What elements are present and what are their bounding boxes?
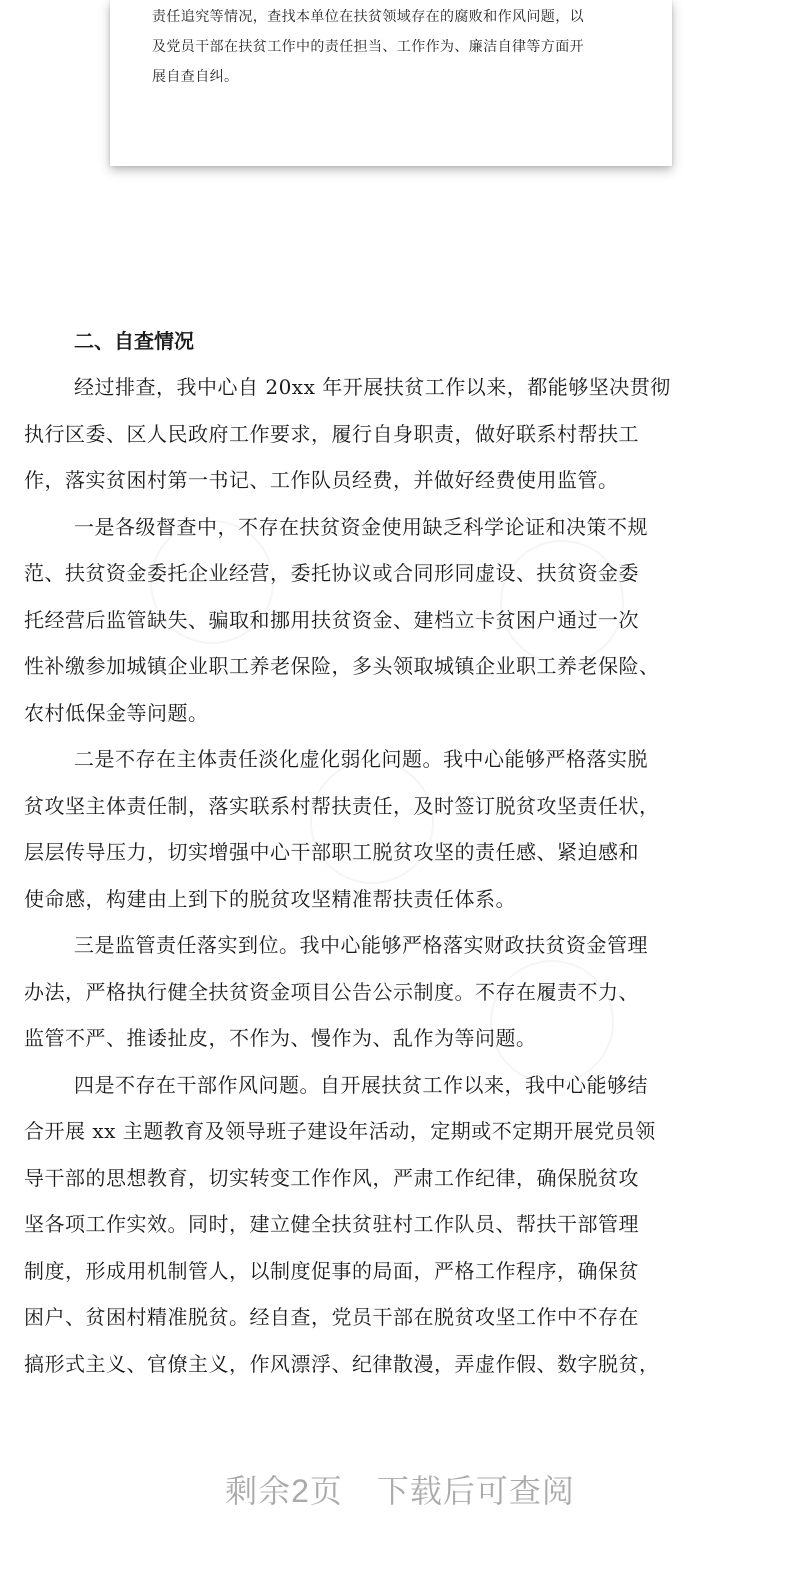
remaining-pages-label: 剩余2页 bbox=[225, 1473, 343, 1509]
paragraph-line: 范、扶贫资金委托企业经营，委托协议或合同形同虚设、扶贫资金委 bbox=[24, 561, 639, 585]
document-body bbox=[24, 318, 776, 1387]
paragraph-line: 使命感，构建由上到下的脱贫攻坚精准帮扶责任体系。 bbox=[24, 886, 516, 911]
paragraph-point-two bbox=[24, 736, 776, 922]
paragraph-overview bbox=[24, 364, 776, 504]
paragraph-line: 执行区委、区人民政府工作要求，履行自身职责，做好联系村帮扶工 bbox=[24, 421, 639, 446]
paragraph-line: 托经营后监管缺失、骗取和挪用扶贫资金、建档立卡贫困户通过一次 bbox=[24, 607, 639, 632]
paragraph-line: 二是不存在主体责任淡化虚化弱化问题。我中心能够严格落实脱 bbox=[74, 747, 648, 771]
paragraph-line: 层层传导压力，切实增强中心干部职工脱贫攻坚的责任感、紧迫感和 bbox=[24, 840, 639, 864]
preview-line: 展自查自纠。 bbox=[152, 69, 239, 85]
paragraph-line: 制度，形成用机制管人，以制度促事的局面，严格工作程序，确保贫 bbox=[24, 1258, 639, 1283]
previous-page-preview bbox=[110, 0, 672, 166]
paragraph-line: 作，落实贫困村第一书记、工作队员经费，并做好经费使用监管。 bbox=[24, 468, 619, 492]
paragraph-line: 经过排查，我中心自 20xx 年开展扶贫工作以来，都能够坚决贯彻 bbox=[74, 375, 671, 399]
preview-line: 责任追究等情况，查找本单位在扶贫领域存在的腐败和作风问题，以 bbox=[152, 9, 584, 25]
download-prompt[interactable] bbox=[0, 1466, 800, 1512]
paragraph-line: 一是各级督查中，不存在扶贫资金使用缺乏科学论证和决策不规 bbox=[74, 514, 648, 539]
paragraph-line: 性补缴参加城镇企业职工养老保险，多头领取城镇企业职工养老保险、 bbox=[24, 654, 660, 678]
paragraph-line: 办法，严格执行健全扶贫资金项目公告公示制度。不存在履责不力、 bbox=[24, 979, 639, 1004]
paragraph-line: 导干部的思想教育，切实转变工作作风，严肃工作纪律，确保脱贫攻 bbox=[24, 1165, 639, 1190]
paragraph-line: 三是监管责任落实到位。我中心能够严格落实财政扶贫资金管理 bbox=[74, 933, 648, 957]
paragraph-line: 合开展 xx 主题教育及领导班子建设年活动，定期或不定期开展党员领 bbox=[24, 1119, 656, 1143]
section-heading: 二、自查情况 bbox=[74, 329, 194, 353]
paragraph-point-three bbox=[24, 922, 776, 1062]
paragraph-line: 坚各项工作实效。同时，建立健全扶贫驻村工作队员、帮扶干部管理 bbox=[24, 1212, 639, 1236]
paragraph-point-one bbox=[24, 504, 776, 737]
paragraph-line: 监管不严、推诿扯皮，不作为、慢作为、乱作为等问题。 bbox=[24, 1026, 537, 1050]
paragraph-line: 困户、贫困村精准脱贫。经自查，党员干部在脱贫攻坚工作中不存在 bbox=[24, 1305, 639, 1329]
paragraph-point-four bbox=[24, 1062, 776, 1388]
paragraph-line: 搞形式主义、官僚主义，作风漂浮、纪律散漫，弄虚作假、数字脱贫， bbox=[24, 1351, 660, 1376]
preview-line: 及党员干部在扶贫工作中的责任担当、工作作为、廉洁自律等方面开 bbox=[152, 39, 584, 55]
download-to-view-label[interactable]: 下载后可查阅 bbox=[376, 1473, 575, 1509]
paragraph-line: 农村低保金等问题。 bbox=[24, 700, 209, 725]
paragraph-line: 四是不存在干部作风问题。自开展扶贫工作以来，我中心能够结 bbox=[74, 1072, 648, 1097]
paragraph-line: 贫攻坚主体责任制，落实联系村帮扶责任，及时签订脱贫攻坚责任状， bbox=[24, 793, 660, 818]
